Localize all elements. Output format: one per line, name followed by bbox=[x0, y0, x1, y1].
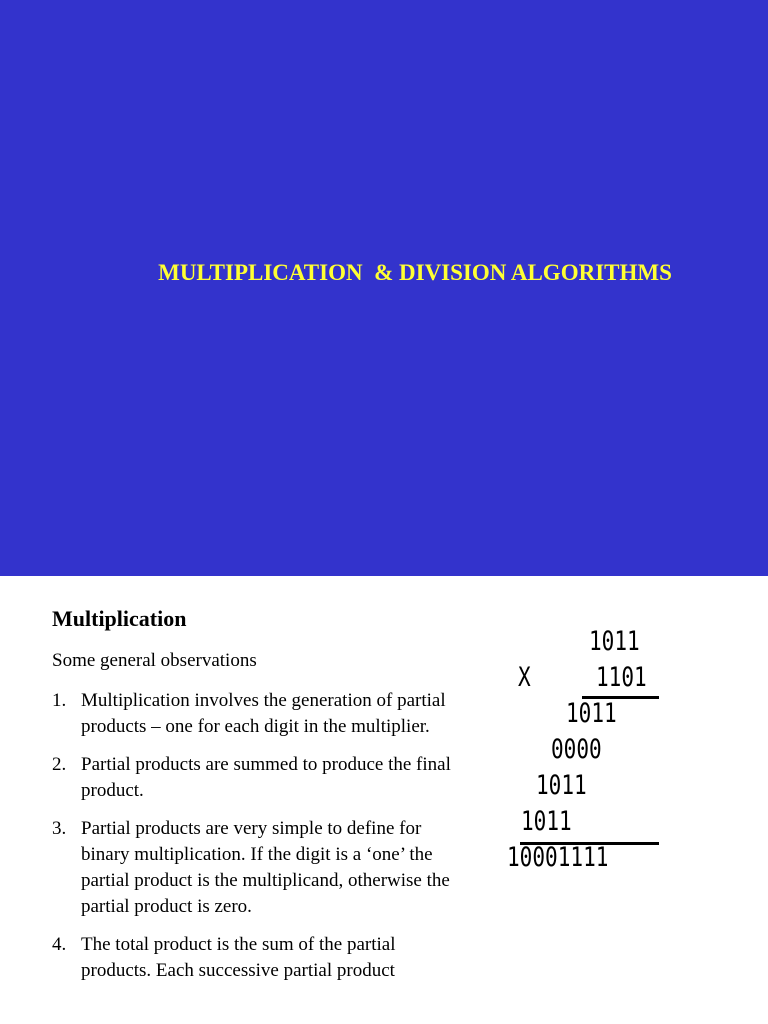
multiply-operator: X bbox=[518, 662, 531, 693]
observation-item-2 bbox=[52, 752, 452, 804]
observation-item-4 bbox=[52, 932, 452, 984]
observation-number: 1. bbox=[52, 690, 67, 711]
observation-text: Partial products are very simple to define for binary multiplication. If the digit is a ‘one’ the partial product is the multiplicand, otherwise the partial product is zero. bbox=[81, 818, 450, 917]
partial-product-1: 1011 bbox=[566, 698, 617, 729]
observation-item-1 bbox=[52, 688, 452, 740]
observation-number: 2. bbox=[52, 754, 67, 775]
binary-multiplication-example bbox=[500, 616, 670, 876]
observation-text: Partial products are summed to produce the final product. bbox=[81, 754, 451, 801]
observation-item-3 bbox=[52, 816, 452, 920]
observation-number: 3. bbox=[52, 818, 67, 839]
observation-text: Multiplication involves the generation of partial products – one for each digit in the multiplier. bbox=[81, 690, 446, 737]
final-product: 10001111 bbox=[507, 842, 609, 873]
content-slide bbox=[0, 576, 768, 1024]
slide-title: MULTIPLICATION & DIVISION ALGORITHMS bbox=[158, 260, 672, 285]
observation-text: The total product is the sum of the partial products. Each successive partial product bbox=[81, 934, 396, 981]
section-heading: Multiplication bbox=[52, 606, 187, 631]
observation-number: 4. bbox=[52, 934, 67, 955]
subheading: Some general observations bbox=[52, 650, 257, 671]
observations-list bbox=[52, 688, 452, 996]
partial-product-2: 0000 bbox=[551, 734, 602, 765]
partial-product-3: 1011 bbox=[536, 770, 587, 801]
multiplicand: 1011 bbox=[589, 626, 640, 657]
partial-product-4: 1011 bbox=[521, 806, 572, 837]
multiplier: 1101 bbox=[596, 662, 647, 693]
